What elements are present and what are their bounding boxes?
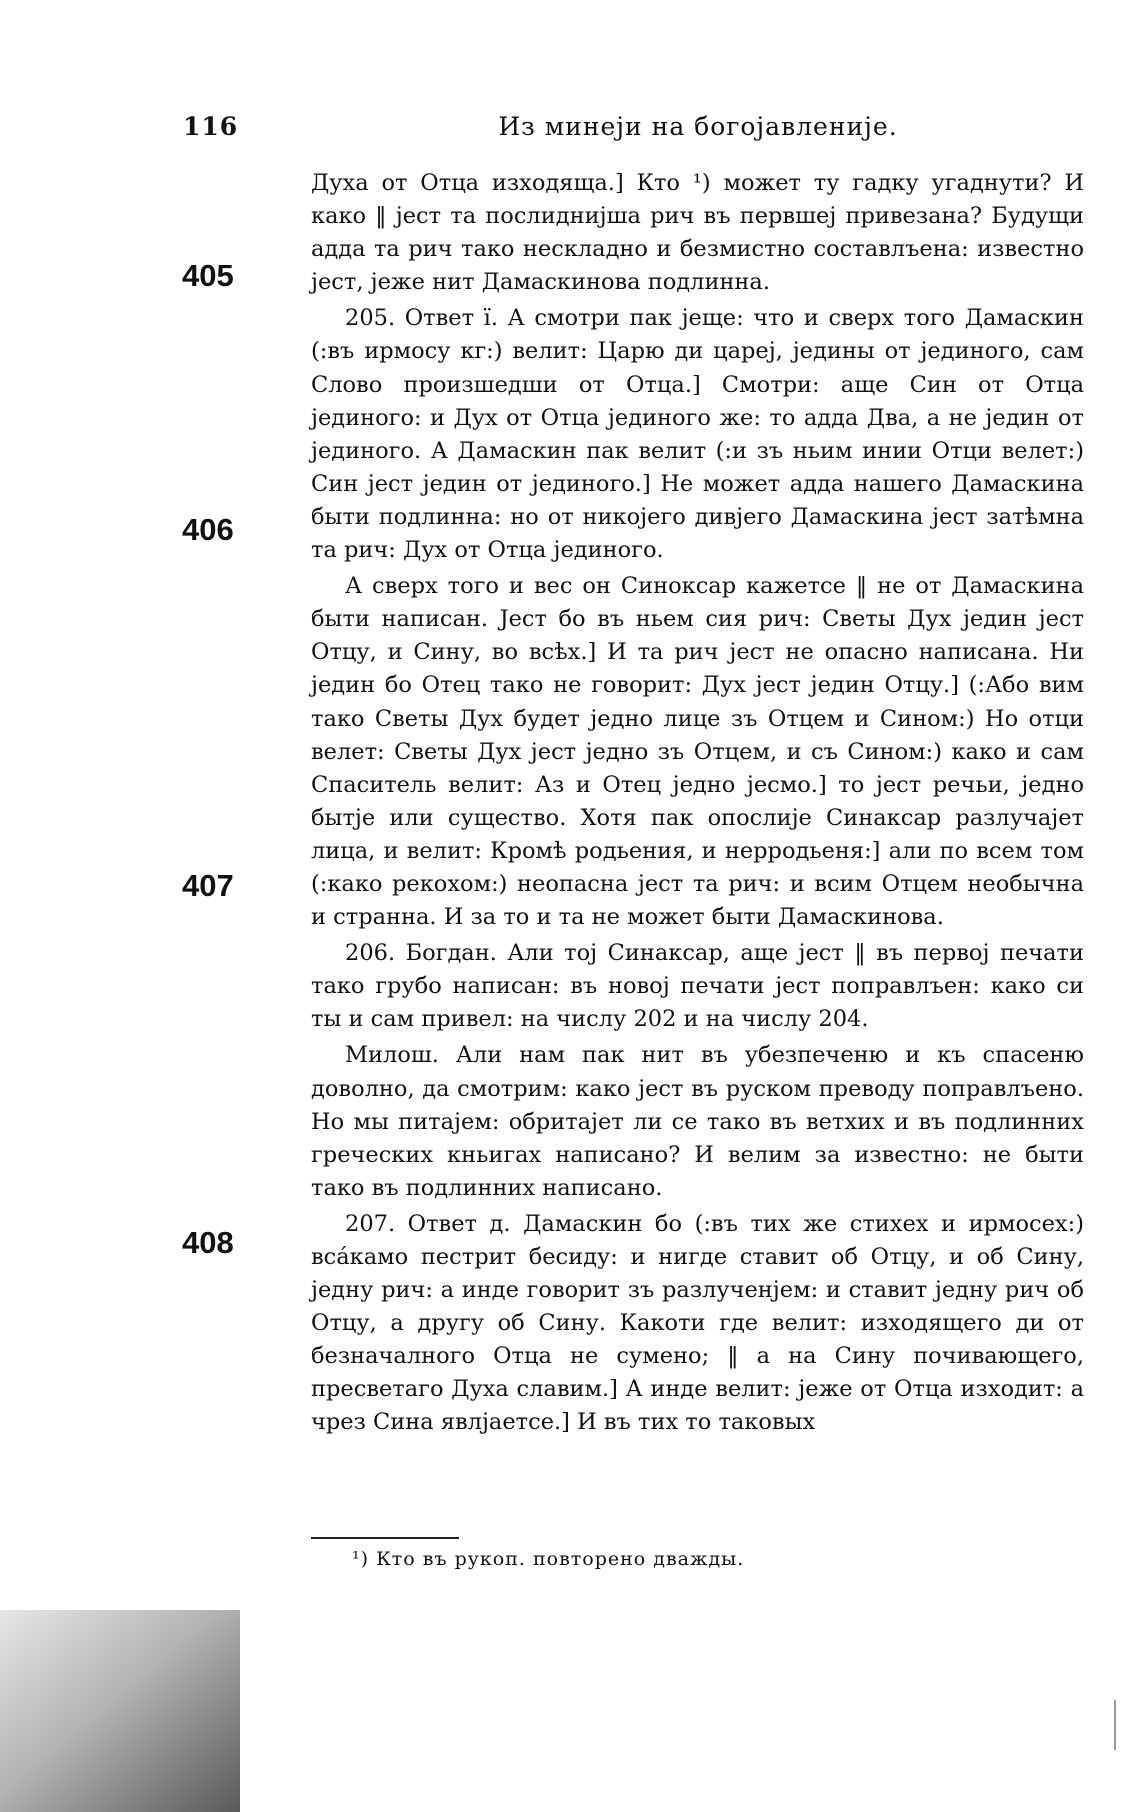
margin-number: 407 xyxy=(182,868,234,903)
paragraph: 205. Ответ ї. А смотри пак јеще: что и сверх того Дамаскин (:въ ирмосу кг:) велит: Царю ди цареј, једины от јединого, сам Слово произшедши от Отца.] Смотри: аще Син от Отца јединого: и Дух от Отца јединого же: то адда Два, а не једин от јединого. А Дамаскин пак велит (:и зъ ньим инии Отци велет:) Син јест једин от јединого.] Не может адда нашего Дамаскина быти подлинна: но от никојего дивјего Дамаскина јест затѣмна та рич: Дух от Отца јединого. xyxy=(311,305,1084,564)
page-number: 116 xyxy=(183,112,239,141)
paragraph: Милош. Али нам пак нит въ убезпеченю и къ спасеню доволно, да смотрим: како јест въ руском преводу поправлъено. Но мы питајем: обритајет ли се тако въ ветхих и въ подлинних греческих кньигах написано? И велим за известно: не быти тако въ подлинних написано. xyxy=(311,1042,1084,1201)
running-title: Из минеји на богојавленије. xyxy=(498,112,898,141)
scan-artifact xyxy=(1114,1700,1116,1750)
paragraph: А сверх того и вес он Синоксар кажетсе ‖ не от Дамаскина быти написан. Јест бо въ ньем сия рич: Светы Дух једин јест Отцу, и Сину, во всѣх.] И та рич јест не опасно написана. Ни једин бо Отец тако не говорит: Дух јест једин Отцу.] (:Або вим тако Светы Дух будет једно лице зъ Отцем и Сином:) Но отци велет: Светы Дух јест једно зъ Отцем, и съ Сином:) како и сам Спаситель велит: Аз и Отец једно јесмо.] то јест речьи, једно бытје или существо. Хотя пак опослије Синаксар разлучајет лица, и велит: Кромѣ родьения, и нерродьеня:] али по всем том (:како рекохом:) неопасна јест та рич: и всим Отцем необычна и странна. И за то и та не может быти Дамаскинова. xyxy=(311,573,1084,931)
margin-number: 406 xyxy=(182,512,234,547)
footnote: ¹) Кто въ рукоп. повторено дважды. xyxy=(352,1548,745,1570)
scan-shadow xyxy=(0,1610,240,1812)
body-text xyxy=(311,167,1084,1440)
margin-number: 408 xyxy=(182,1225,234,1260)
margin-number: 405 xyxy=(182,258,234,293)
page-header xyxy=(183,112,1083,152)
paragraph: 207. Ответ д. Дамаскин бо (:въ тих же стихех и ирмосех:) всáкамо пестрит бесиду: и нигде ставит об Отцу, и об Сину, једну рич: а инде говорит зъ разлученјем: и ставит једну рич об Отцу, а другу об Сину. Какоти где велит: изходящего ди от безначалного Отца не сумено; ‖ а на Сину почивающего, пресветаго Духа славим.] А инде велит: јеже от Отца изходит: а чрез Сина явлјаетсе.] И въ тих то таковых xyxy=(311,1210,1084,1436)
paragraph: 206. Богдан. Али тој Синаксар, аще јест ‖ въ первој печати тако грубо написан: въ новој печати јест поправлъен: како си ты и сам привел: на числу 202 и на числу 204. xyxy=(311,940,1084,1033)
paragraph: Духа от Отца изходяща.] Кто ¹) может ту гадку угаднути? И како ‖ јест та послиднијша рич въ первшеј привезана? Будущи адда та рич тако нескладно и безмистно составлъена: известно јест, јеже нит Дамаскинова подлинна. xyxy=(311,170,1084,296)
footnote-rule xyxy=(311,1537,459,1539)
